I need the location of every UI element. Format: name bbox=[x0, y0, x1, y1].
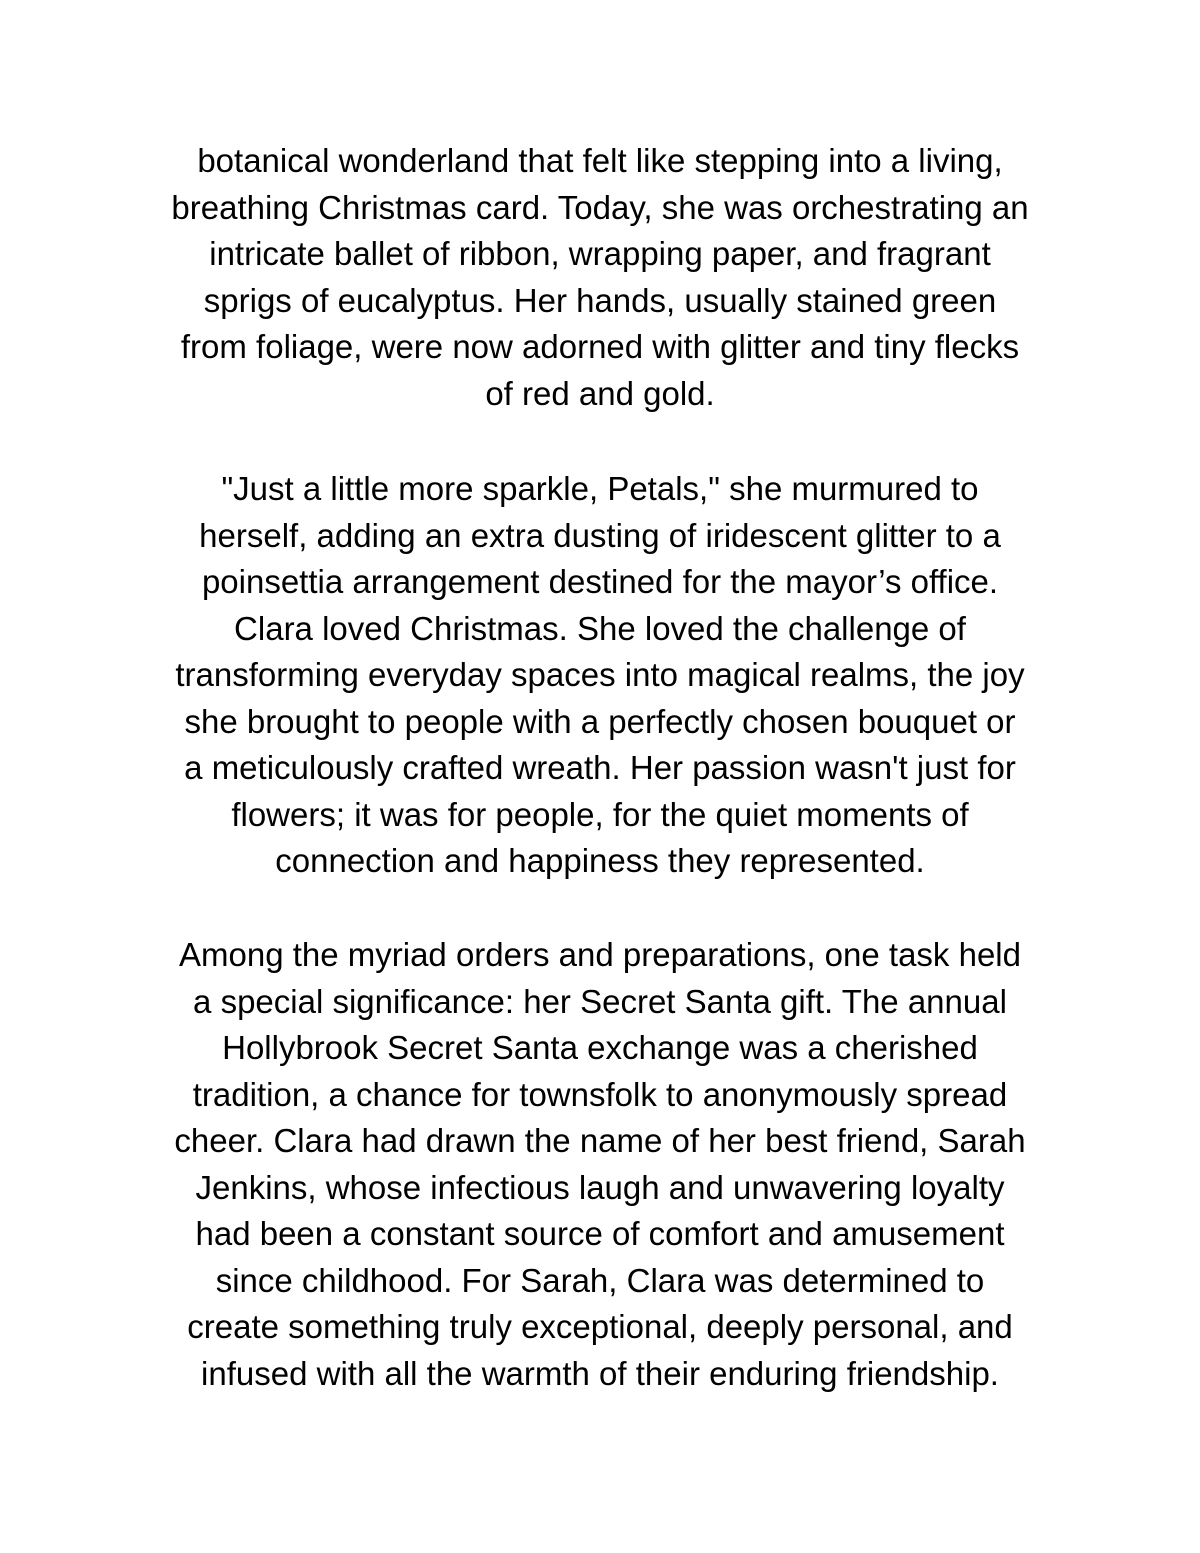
text-line: she brought to people with a perfectly chosen bouquet or bbox=[184, 702, 1016, 740]
text-line: since childhood. For Sarah, Clara was determined to bbox=[215, 1261, 985, 1299]
text-line: of red and gold. bbox=[485, 374, 715, 412]
text-line: a special significance: her Secret Santa gift. The annual bbox=[193, 982, 1007, 1020]
text-line: Hollybrook Secret Santa exchange was a cherished bbox=[222, 1029, 978, 1066]
text-line: botanical wonderland that felt like stepping into a living, bbox=[197, 142, 1003, 179]
text-line: Clara loved Christmas. She loved the challenge of bbox=[234, 609, 966, 647]
text-line: infused with all the warmth of their enduring friendship. bbox=[201, 1354, 999, 1392]
text-line: transforming everyday spaces into magical realms, the joy bbox=[175, 656, 1025, 693]
text-line: from foliage, were now adorned with glitter and tiny flecks bbox=[180, 328, 1020, 365]
text-line: a meticulously crafted wreath. Her passion wasn't just for bbox=[184, 749, 1016, 786]
paragraph-3 bbox=[130, 932, 1070, 1397]
text-line: had been a constant source of comfort and amusement bbox=[195, 1215, 1005, 1252]
text-line: sprigs of eucalyptus. Her hands, usually stained green bbox=[203, 281, 997, 319]
text-line: poinsettia arrangement destined for the mayor’s office. bbox=[201, 563, 999, 600]
text-line: connection and happiness they represented. bbox=[275, 842, 925, 879]
text-line: herself, adding an extra dusting of iridescent glitter to a bbox=[199, 516, 1001, 554]
text-line: breathing Christmas card. Today, she was orchestrating an bbox=[171, 188, 1029, 226]
text-line: cheer. Clara had drawn the name of her best friend, Sarah bbox=[174, 1122, 1026, 1159]
text-line: "Just a little more sparkle, Petals," she murmured to bbox=[221, 470, 979, 507]
paragraph-1 bbox=[130, 138, 1070, 417]
text-line: Jenkins, whose infectious laugh and unwavering loyalty bbox=[195, 1168, 1005, 1206]
text-line: Among the myriad orders and preparations, one task held bbox=[179, 936, 1021, 973]
paragraph-2 bbox=[130, 466, 1070, 885]
text-line: flowers; it was for people, for the quiet moments of bbox=[231, 795, 969, 833]
text-line: intricate ballet of ribbon, wrapping paper, and fragrant bbox=[209, 235, 991, 272]
text-line: create something truly exceptional, deeply personal, and bbox=[187, 1308, 1013, 1345]
text-line: tradition, a chance for townsfolk to anonymously spread bbox=[192, 1075, 1008, 1113]
